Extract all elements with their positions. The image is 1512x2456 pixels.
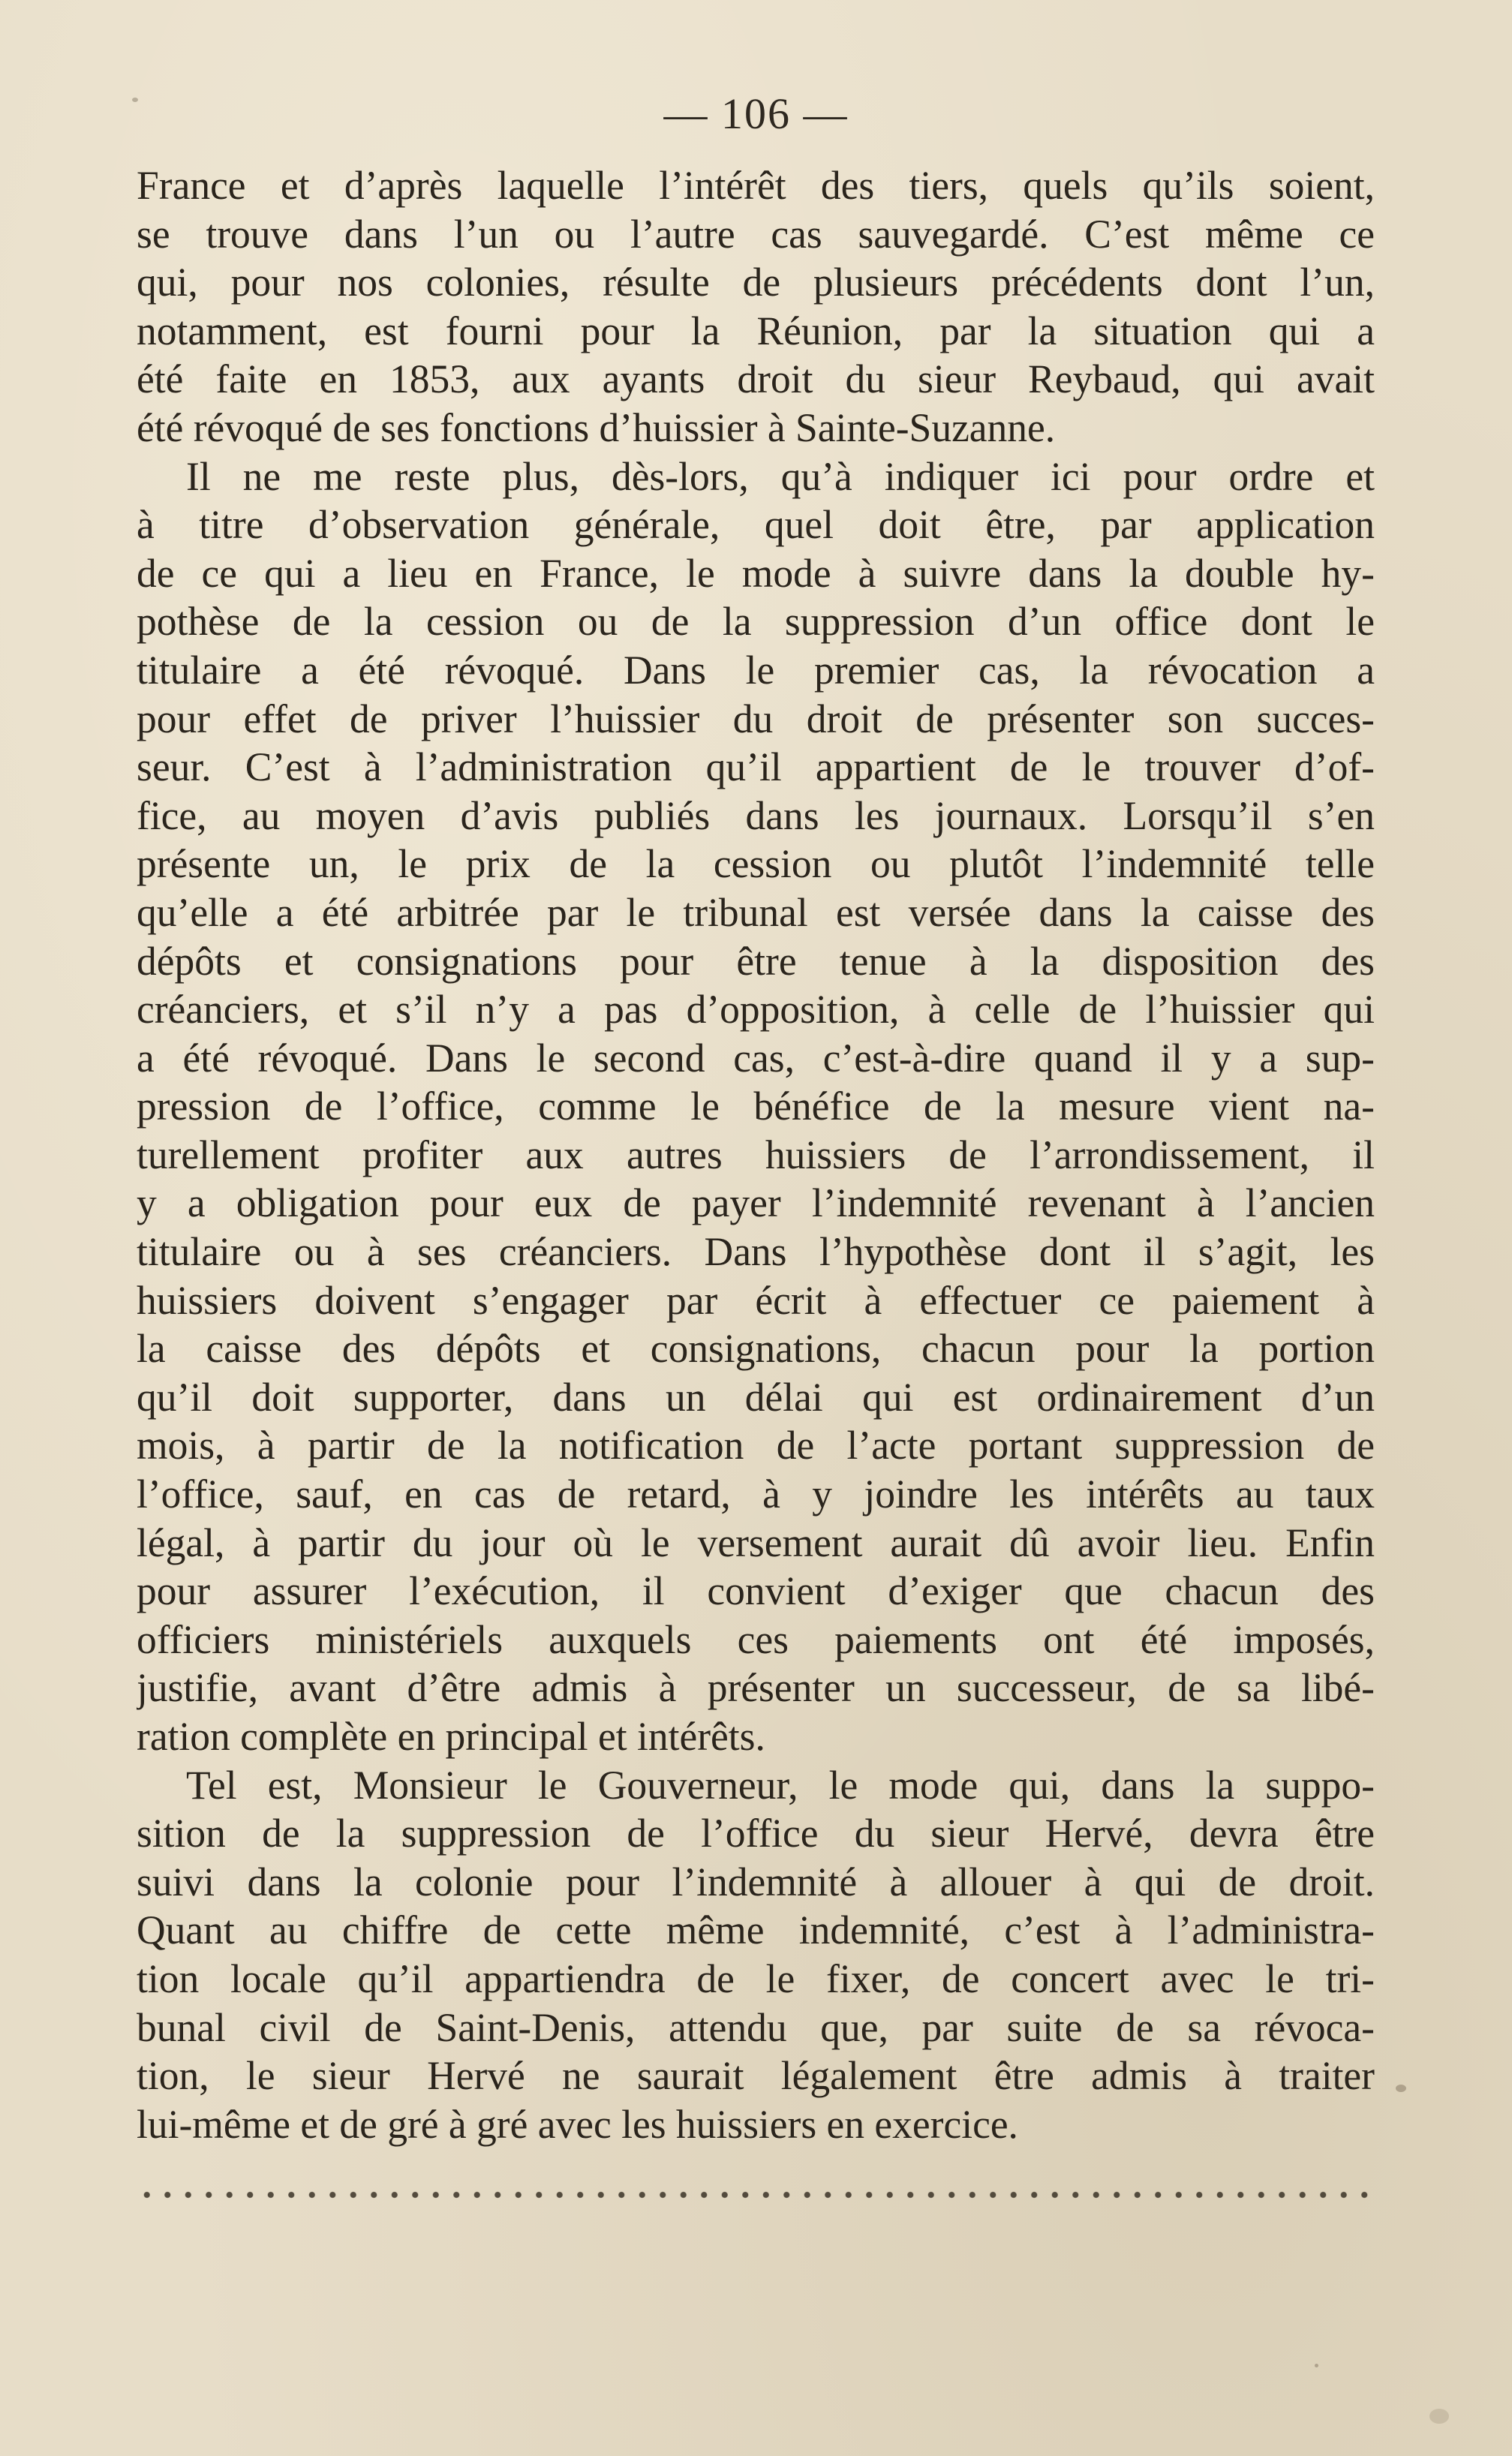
paper-speck — [132, 98, 138, 102]
text-line: fice, au moyen d’avis publiés dans les journaux. Lorsqu’il s’en — [137, 792, 1375, 838]
text-line: de ce qui a lieu en France, le mode à suivre dans la double hy- — [137, 550, 1375, 596]
paper-speck — [1429, 2409, 1449, 2424]
text-line: titulaire ou à ses créanciers. Dans l’hypothèse dont il s’agit, les — [137, 1229, 1375, 1275]
text-line: Il ne me reste plus, dès-lors, qu’à indiquer ici pour ordre et — [186, 453, 1375, 499]
dotted-separator — [137, 2184, 1375, 2206]
text-line: ration complète en principal et intérêts. — [137, 1714, 765, 1759]
page-number: — 106 — — [663, 89, 849, 138]
text-line: présente un, le prix de la cession ou plutôt l’indemnité telle — [137, 841, 1375, 887]
text-line: mois, à partir de la notification de l’acte portant suppression de — [137, 1423, 1375, 1468]
text-line: légal, à partir du jour où le versement aurait dû avoir lieu. Enfin — [137, 1520, 1375, 1565]
text-line: a été révoqué. Dans le second cas, c’est-à-dire quand il y a sup- — [137, 1035, 1375, 1081]
paper-speck — [1315, 2364, 1318, 2367]
paper-speck — [1396, 2085, 1406, 2092]
text-line: été faite en 1853, aux ayants droit du sieur Reybaud, qui avait — [137, 356, 1375, 402]
text-line: qu’il doit supporter, dans un délai qui est ordinairement d’un — [137, 1374, 1375, 1420]
text-line: huissiers doivent s’engager par écrit à effectuer ce paiement à — [137, 1277, 1375, 1323]
text-line: tion locale qu’il appartiendra de le fixer, de concert avec le tri- — [137, 1955, 1375, 2001]
text-line: tion, le sieur Hervé ne saurait légalement être admis à traiter — [137, 2053, 1375, 2099]
text-line: Quant au chiffre de cette même indemnité, c’est à l’administra- — [137, 1907, 1375, 1953]
text-line: y a obligation pour eux de payer l’indemnité revenant à l’ancien — [137, 1180, 1375, 1226]
text-line: se trouve dans l’un ou l’autre cas sauvegardé. C’est même ce — [137, 211, 1375, 257]
text-line: bunal civil de Saint-Denis, attendu que, par suite de sa révoca- — [137, 2004, 1375, 2050]
text-line: Tel est, Monsieur le Gouverneur, le mode qui, dans la suppo- — [186, 1762, 1375, 1808]
body-text — [137, 161, 1375, 2148]
text-line: justifie, avant d’être admis à présenter un successeur, de sa libé- — [137, 1665, 1375, 1711]
text-line: pression de l’office, comme le bénéfice de la mesure vient na- — [137, 1084, 1375, 1129]
text-line: France et d’après laquelle l’intérêt des tiers, quels qu’ils soient, — [137, 163, 1375, 208]
text-line: titulaire a été révoqué. Dans le premier cas, la révocation a — [137, 647, 1375, 693]
text-line: qu’elle a été arbitrée par le tribunal est versée dans la caisse des — [137, 889, 1375, 935]
text-line: lui-même et de gré à gré avec les huissiers en exercice. — [137, 2101, 1018, 2147]
text-line: sition de la suppression de l’office du sieur Hervé, devra être — [137, 1811, 1375, 1856]
text-line: officiers ministériels auxquels ces paiements ont été imposés, — [137, 1616, 1375, 1662]
text-line: pothèse de la cession ou de la suppression d’un office dont le — [137, 599, 1375, 645]
text-line: pour effet de priver l’huissier du droit de présenter son succes- — [137, 696, 1375, 741]
text-line: dépôts et consignations pour être tenue à la disposition des — [137, 938, 1375, 984]
text-line: la caisse des dépôts et consignations, chacun pour la portion — [137, 1326, 1375, 1372]
text-line: à titre d’observation générale, quel doit être, par application — [137, 502, 1375, 548]
text-line: qui, pour nos colonies, résulte de plusieurs précédents dont l’un, — [137, 260, 1375, 305]
text-line: été révoqué de ses fonctions d’huissier à Sainte-Suzanne. — [137, 404, 1056, 450]
text-line: créanciers, et s’il n’y a pas d’opposition, à celle de l’huissier qui — [137, 987, 1375, 1033]
text-line: suivi dans la colonie pour l’indemnité à allouer à qui de droit. — [137, 1859, 1375, 1904]
text-line: turellement profiter aux autres huissiers de l’arrondissement, il — [137, 1132, 1375, 1177]
text-line: seur. C’est à l’administration qu’il appartient de le trouver d’of- — [137, 744, 1375, 790]
text-line: notamment, est fourni pour la Réunion, par la situation qui a — [137, 308, 1375, 353]
text-line: pour assurer l’exécution, il convient d’exiger que chacun des — [137, 1568, 1375, 1614]
text-line: l’office, sauf, en cas de retard, à y joindre les intérêts au taux — [137, 1471, 1375, 1517]
